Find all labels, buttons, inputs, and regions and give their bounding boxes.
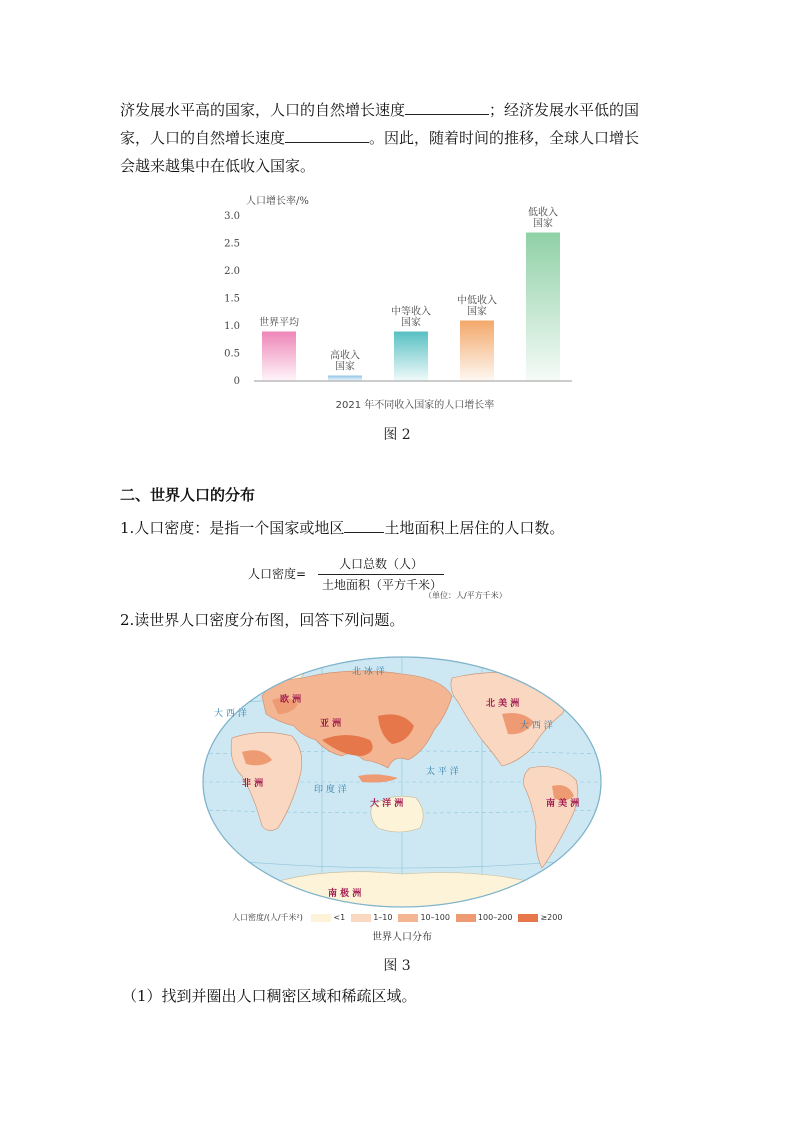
label-pacific-ocean: 太 平 洋 xyxy=(426,767,459,777)
intro-line-1 xyxy=(120,96,680,124)
legend-swatch xyxy=(351,914,371,922)
figure-3-caption: 图 3 xyxy=(383,958,411,974)
legend-title: 人口密度/(人/千米²) xyxy=(232,913,303,922)
chart-title: 2021 年不同收入国家的人口增长率 xyxy=(335,400,495,411)
answer-blank-1[interactable] xyxy=(405,98,489,115)
bar-label: 国家 xyxy=(467,306,487,318)
bar-label: 中低收入 xyxy=(457,295,497,307)
formula-unit: （单位：人/平方千米） xyxy=(424,591,507,600)
legend-swatch xyxy=(311,914,331,922)
bar-3 xyxy=(460,321,494,382)
bar-label: 国家 xyxy=(335,361,355,373)
bar-0 xyxy=(262,332,296,382)
question-density-definition xyxy=(120,514,564,542)
legend-label: ≥200 xyxy=(540,913,563,922)
legend-label: 1–10 xyxy=(373,913,393,922)
intro-line-2 xyxy=(120,124,680,152)
legend-label: 100–200 xyxy=(477,913,513,922)
figure-2-caption: 图 2 xyxy=(383,427,411,443)
world-population-map xyxy=(202,656,602,908)
answer-blank-3[interactable] xyxy=(344,516,384,533)
bar-label: 世界平均 xyxy=(259,317,299,329)
bar-label: 低收入 xyxy=(528,207,558,219)
bar-2 xyxy=(394,332,428,382)
q1-text: 1.人口密度：是指一个国家或地区 xyxy=(120,519,345,537)
question-read-map: 2.读世界人口密度分布图，回答下列问题。 xyxy=(120,611,405,629)
bar-label: 高收入 xyxy=(330,350,360,362)
label-atlantic-west: 大 西 洋 xyxy=(214,709,247,719)
label-atlantic-east: 大 西 洋 xyxy=(520,721,553,731)
label-europe: 欧 洲 xyxy=(280,695,302,705)
legend-swatch xyxy=(398,914,418,922)
y-tick-label: 2.5 xyxy=(224,238,240,250)
intro-text: 。因此，随着时间的推移，全球人口增长 xyxy=(369,129,640,147)
bar-label: 国家 xyxy=(533,218,553,230)
map-title: 世界人口分布 xyxy=(372,932,432,943)
legend-swatch xyxy=(456,914,476,922)
intro-line-3: 会越来越集中在低收入国家。 xyxy=(120,157,316,175)
y-axis-label: 人口增长率/% xyxy=(246,196,309,207)
growth-rate-bar-chart xyxy=(200,190,590,415)
bar-label: 国家 xyxy=(401,317,421,329)
intro-text: ；经济发展水平低的国 xyxy=(489,101,640,119)
label-south-america: 南 美 洲 xyxy=(546,799,580,809)
label-antarctica: 南 极 洲 xyxy=(328,889,362,899)
section-heading: 二、世界人口的分布 xyxy=(120,486,256,504)
y-tick-label: 0.5 xyxy=(224,348,240,360)
q1-text: 土地面积上居住的人口数。 xyxy=(384,519,565,537)
formula-numerator: 人口总数（人） xyxy=(318,555,444,575)
label-oceania: 大 洋 洲 xyxy=(370,799,404,809)
intro-text: 济发展水平高的国家，人口的自然增长速度 xyxy=(120,101,406,119)
legend-swatch xyxy=(518,914,538,922)
label-indian-ocean: 印 度 洋 xyxy=(314,785,347,795)
bar-label: 中等收入 xyxy=(391,306,431,318)
bar-4 xyxy=(526,233,560,382)
label-asia: 亚 洲 xyxy=(320,719,342,729)
legend-label: 10–100 xyxy=(420,913,450,922)
bar-1 xyxy=(328,376,362,382)
label-north-america: 北 美 洲 xyxy=(486,699,520,709)
y-tick-label: 1.5 xyxy=(224,293,240,305)
question-1: （1）找到并圈出人口稠密区域和稀疏区域。 xyxy=(122,987,417,1005)
formula-denominator: 土地面积（平方千米） xyxy=(321,578,442,592)
y-tick-label: 1.0 xyxy=(224,321,240,332)
intro-text: 家，人口的自然增长速度 xyxy=(120,129,286,147)
label-arctic-ocean: 北 冰 洋 xyxy=(352,667,385,677)
legend-label: <1 xyxy=(333,913,346,922)
map-legend xyxy=(232,912,562,923)
intro-paragraph xyxy=(120,96,680,180)
label-africa: 非 洲 xyxy=(242,779,264,789)
answer-blank-2[interactable] xyxy=(285,126,369,143)
formula-label: 人口密度= xyxy=(248,567,307,581)
y-tick-label: 2.0 xyxy=(224,266,240,277)
y-tick-label: 0 xyxy=(233,376,240,387)
y-tick-label: 3.0 xyxy=(224,211,240,222)
